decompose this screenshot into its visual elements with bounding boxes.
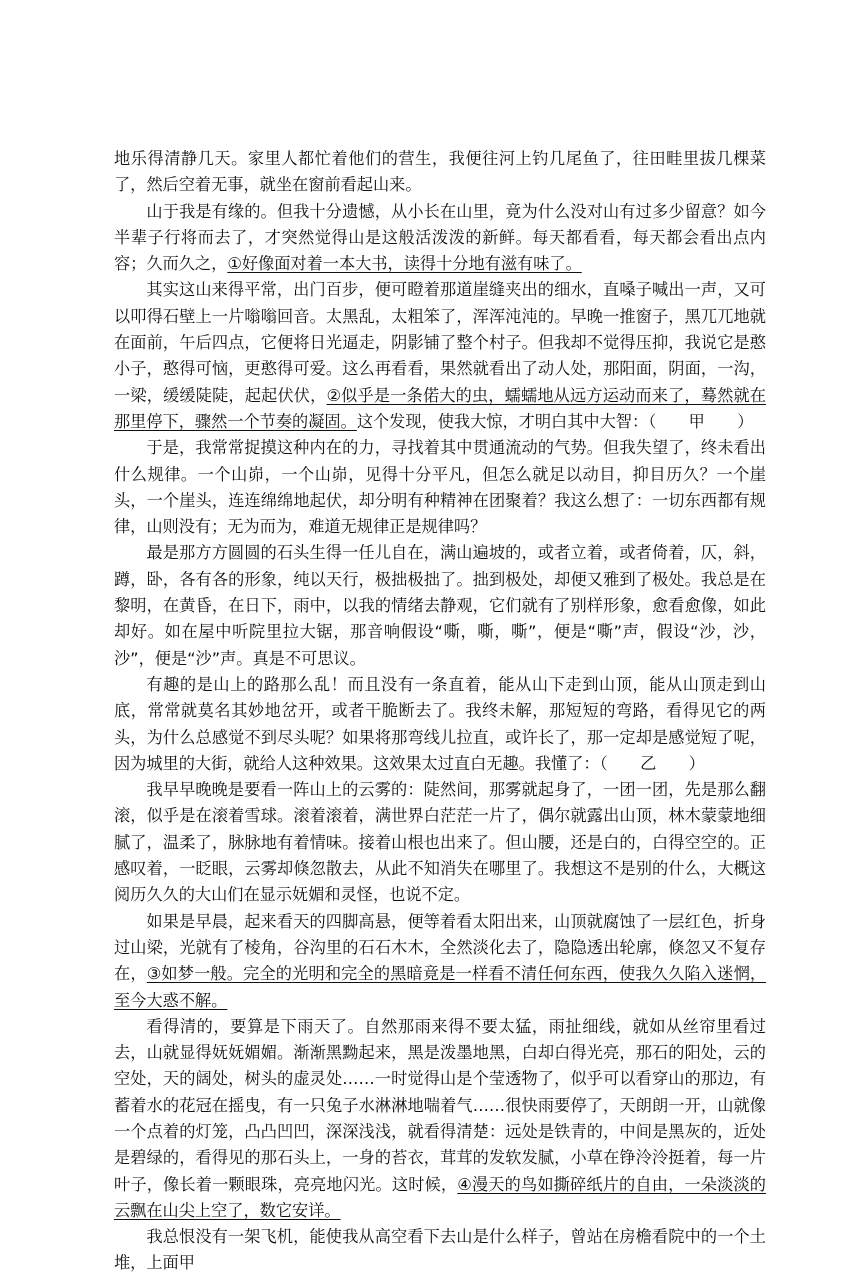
text-segment: 有趣的是山上的路那么乱！而且没有一条直着，能从山下走到山顶，能从山顶走到山底，常常就莫名其妙地岔开，或者干脆断去了。我终未解，那短短的弯路，看得见它的两头，为什么总感觉不到尽头呢？如果将那弯线儿拉直，或许长了，那一定却是感觉短了呢，因为城里的大街，就给人这种效果。这效果太过直白无趣。我懂了：（ 乙 ）	[114, 674, 766, 773]
text-segment: 山于我是有缘的。但我十分遗憾，从小长在山里，竟为什么没对山有过多少留意？如今半辈子行将而去了，才突然觉得山是这般活泼泼的新鲜。每天都看看，每天都会看出点内容；久而久之，	[114, 201, 766, 274]
paragraph-10	[114, 1224, 766, 1277]
paragraph-4	[114, 435, 766, 540]
paragraph-9	[114, 1014, 766, 1224]
text-segment: 这个发现，使我大惊，才明白其中大智：（ 甲 ）	[356, 411, 754, 431]
text-segment: 我早早晚晚是要看一阵山上的云雾的：陡然间，那雾就起身了，一团一团，先是那么翻滚，似乎是在滚着雪球。滚着滚着，满世界白茫茫一片了，偶尔就露出山顶，林木蒙蒙地细腻了，温柔了，脉脉地有着情味。接着山根也出来了。但山腰，还是白的，白得空空的。正感叹着，一眨眼，云雾却倏忽散去，从此不知消失在哪里了。我想这不是别的什么，大概这阅历久久的大山们在显示妩媚和灵怪，也说不定。	[114, 780, 766, 905]
paragraph-5	[114, 540, 766, 671]
article-body	[114, 146, 766, 1277]
underlined-sentence: ①好像面对着一本大书，读得十分地有滋有味了。	[227, 254, 582, 274]
text-segment: 于是，我常常捉摸这种内在的力，寻找着其中贯通流动的气势。但我失望了，终未看出什么规律。一个山峁，一个山峁，见得十分平凡，但怎么就足以动目，抑目历久？一个崖头，一个崖头，连连绵绵地起伏，却分明有种精神在团聚着？我这么想了：一切东西都有规律，山则没有；无为而为，难道无规律正是规律吗？	[114, 438, 766, 537]
paragraph-2	[114, 199, 766, 278]
text-segment: 地乐得清静几天。家里人都忙着他们的营生，我便往河上钓几尾鱼了，往田畦里拔几棵菜了，然后空着无事，就坐在窗前看起山来。	[114, 149, 766, 195]
paragraph-7	[114, 777, 766, 908]
text-segment: 如果是早晨，起来看天的四脚高悬，便等着看太阳出来，山顶就腐蚀了一层红色，折身过山梁，光就有了棱角，谷沟里的石石木木，全然淡化去了，隐隐透出轮廓，倏忽又不复存在，	[114, 911, 766, 984]
text-segment: 最是那方方圆圆的石头生得一任儿自在，满山遍坡的，或者立着，或者倚着，仄，斜，蹲，卧，各有各的形象，纯以天行，极拙极拙了。拙到极处，却便又雅到了极处。我总是在黎明，在黄昏，在日下，雨中，以我的情绪去静观，它们就有了别样形象，愈看愈像，如此却好。如在屋中听院里拉大锯，那音响假设“嘶，嘶，嘶”，便是“嘶”声，假设“沙，沙，沙”，便是“沙”声。真是不可思议。	[114, 543, 766, 668]
text-segment: 其实这山来得平常，出门百步，便可瞪着那道崖缝夹出的细水，直嗓子喊出一声，又可以叩得石壁上一片嗡嗡回音。太黑乱，太粗笨了，浑浑沌沌的。早晚一推窗子，黑兀兀地就在面前，午后四点，它便将日光逼走，阴影铺了整个村子。但我却不觉得压抑，我说它是憨小子，憨得可恼，更憨得可爱。这么再看看，果然就看出了动人处，那阳面，阴面，一沟，一梁，缓缓陡陡，起起伏伏，	[114, 280, 766, 405]
paragraph-6	[114, 672, 766, 777]
underlined-sentence: ③如梦一般。完全的光明和完全的黑暗竟是一样看不清任何东西，使我久久陷入迷惘，至今大惑不解。	[114, 964, 767, 1010]
underlined-sentence: ④漫天的鸟如撕碎纸片的自由，一朵淡淡的云飘在山尖上空了，数它安详。	[114, 1174, 766, 1220]
paragraph-8	[114, 909, 766, 1014]
paragraph-1	[114, 146, 766, 199]
text-segment: 我总恨没有一架飞机，能使我从高空看下去山是什么样子，曾站在房檐看院中的一个土堆，上面甲	[114, 1227, 766, 1273]
underlined-sentence: ②似乎是一条偌大的虫，蠕蠕地从远方运动而来了，蓦然就在那里停下，骤然一个节奏的凝固。	[114, 385, 766, 431]
text-segment: 看得清的，要算是下雨天了。自然那雨来得不要太猛，雨扯细线，就如从丝帘里看过去，山就显得妩妩媚媚。渐渐黑黝起来，黑是泼墨地黑，白却白得光亮，那石的阳处，云的空处，天的阔处，树头的虚灵处……一时觉得山是个莹透物了，似乎可以看穿山的那边，有蓄着水的花冠在摇曳，有一只兔子水淋淋地喘着气……很快雨要停了，天朗朗一开，山就像一个点着的灯笼，凸凸凹凹，深深浅浅，就看得清楚：远处是铁青的，中间是黑灰的，近处是碧绿的，看得见的那石头上，一身的苔衣，茸茸的发软发腻，小草在铮泠泠挺着，每一片叶子，像长着一颗眼珠，亮亮地闪光。这时候，	[114, 1016, 766, 1194]
paragraph-3	[114, 277, 766, 435]
